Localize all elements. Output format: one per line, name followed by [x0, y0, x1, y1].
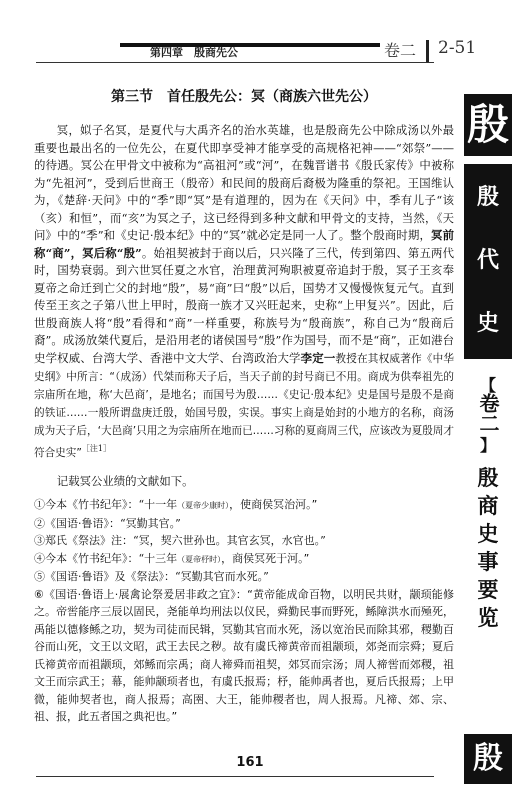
side-tab	[464, 94, 512, 784]
topic-char: 史	[477, 522, 499, 546]
reference-item: ⑥《国语·鲁语上·展禽论祭爰居非政之宜》：“黄帝能成命百物，以明民共财，颛顼能修之。帝喾能序三辰以固民，尧能单均刑法以仪民，舜勤民事而野死，鲧障洪水而殛死，禹能以德修鲧之功，契为司徒而民辑，冥勤其官而水死，汤以宽治民而除其邪，稷勤百谷而山死，文王以文昭，武王去民之秽。故有虞氏禘黄帝而祖颛顼，郊尧而宗舜；夏后氏禘黄帝而祖颛顼，郊鲧而宗禹；商人禘舜而祖契，郊冥而宗汤；周人禘喾而郊稷，祖文王而宗武王；幕，能帅颛顼者也，有虞氏报焉；杼，能帅禹者也，夏后氏报焉；上甲微，能帅契者也，商人报焉；高圉、大王，能帅稷者也，周人报焉。凡禘、郊、宗、祖、报，此五者国之典祀也。”	[34, 587, 454, 724]
dynasty-char: 殷	[476, 185, 499, 210]
footer-rule	[36, 776, 434, 777]
dynasty-char: 史	[476, 311, 499, 336]
reference-item: ⑤《国语·鲁语》及《祭法》：“冥勤其官而水死。”	[34, 570, 269, 584]
body-paragraph: 冥，姒子名冥，是夏代与大禹齐名的治水英雄，也是殷商先公中除成汤以外最重要也最出名的一位先公，在夏代即享受神才能享受的高规格祀神——“郊祭”——的待遇。冥公在甲骨文中被称为“高祖河”或“河”，在魏晋谱书《殷氏家传》中被称为“先祖河”，受到后世商王（殷帝）和民间的殷商后裔极为隆重的祭祀。王国维认为，《楚辞·天问》中的“季”即“冥”是有道理的，因为在《天问》中，季有儿子“该（亥）和恒”，而“亥”为冥之子，这已经得到多种文献和甲骨文的支持，当然，《天问》中的“季”和《史记·殷本纪》中的“冥”就必定是同一人了。整个殷商时期，冥前称“商”，冥后称“殷”。始祖契被封于商以后，只兴隆了三代，传到第四、第五两代时，国势衰弱。到六世冥任夏之水官，治理黄河殉职被夏帝追封于殷，冥子王亥奉夏帝之命迁到亡父的封地“殷”，易“商”曰“殷”以后，国势才又慢慢恢复元气。直到传至王亥之子第八世上甲时，殷商一族才又兴旺起来，史称“上甲复兴”。因此，后世殷商族人将“殷”看得和“商”一样重要，称族号为“殷商族”，称自己为“殷商后裔”。成汤放桀代夏后，是沿用老的诸侯国号“殷”作为国号，而不是“商”，正如港台史学权威、台湾大学、香港中文大学、台湾政治大学李定一教授在其权威著作《中华史纲》中所言：“（成汤）代桀而称天子后，当天子前的封号商已不用。商成为供奉祖先的宗庙所在地，称‘大邑商’，是地名；而国号为殷……《史记·殷本纪》史是国号是殷不是商的铁证……一般所谓盘庚迁殷，始国号殷，实误。事实上商是始封的小地方的名称，商汤成为天子后，‘大邑商’只用之为宗庙所在地而已……习称的夏商周三代，应该改为夏殷周才符合史实”$^{[注1]}$	[34, 123, 454, 459]
dynasty-char: 代	[476, 248, 499, 273]
topic-char: 事	[477, 550, 499, 574]
topic-tab	[470, 464, 506, 632]
footnote-marker: ［注1］	[81, 443, 111, 453]
topic-char: 殷	[477, 466, 499, 490]
dynasty-tab	[464, 164, 512, 359]
volume-label: 卷二	[384, 41, 417, 60]
emphasis-text: 冥前称“商”，冥后称“殷”	[34, 228, 454, 260]
volume-tab: 【 卷二 】	[476, 376, 500, 455]
volume-tab-label: 卷二	[476, 393, 500, 433]
reference-item: ①今本《竹书纪年》：“十一年（夏帝少康时），使商侯冥治河。”	[34, 498, 318, 512]
lead-in: 记载冥公业绩的文献如下。	[56, 474, 194, 489]
topic-char: 览	[477, 606, 499, 630]
quotation: 教授在其权威著作《中华史纲》中所言：“（成汤）代桀而称天子后，当天子前的封号商已不用。商成为供奉祖先的宗庙所在地，称‘大邑商’，是地名；而国号为殷……《史记·殷本纪》史是国号是殷不是商的铁证……一般所谓盘庚迁殷，始国号殷，实误。事实上商是始封的小地方的名称，商汤成为天子后，‘大邑商’只用之为宗庙所在地而已……习称的夏商周三代，应该改为夏殷周才符合史实”	[34, 352, 454, 459]
reference-item: ③郑氏《祭法》注：“冥，契六世孙也。其官玄冥，水官也。”	[34, 534, 326, 548]
chapter-title: 第四章 殷商先公	[150, 46, 238, 59]
section-title: 第三节 首任殷先公：冥（商族六世先公）	[111, 89, 377, 105]
header-separator	[426, 40, 429, 62]
reference-item: ②《国语·鲁语》：“冥勤其官。”	[34, 516, 181, 530]
header-rule	[36, 62, 434, 63]
page-reference: 2-51	[438, 38, 477, 58]
main-content	[34, 80, 454, 726]
page-header	[0, 0, 520, 62]
emphasis-name: 李定一	[300, 350, 336, 365]
topic-char: 要	[477, 578, 499, 602]
page-number: 161	[236, 755, 264, 770]
logo-seal: 殷	[464, 94, 512, 156]
footer-seal: 殷	[464, 734, 512, 784]
reference-item: ④今本《竹书纪年》：“十三年（夏帝杼时），商侯冥死于河。”	[34, 551, 310, 565]
topic-char: 商	[477, 494, 499, 518]
